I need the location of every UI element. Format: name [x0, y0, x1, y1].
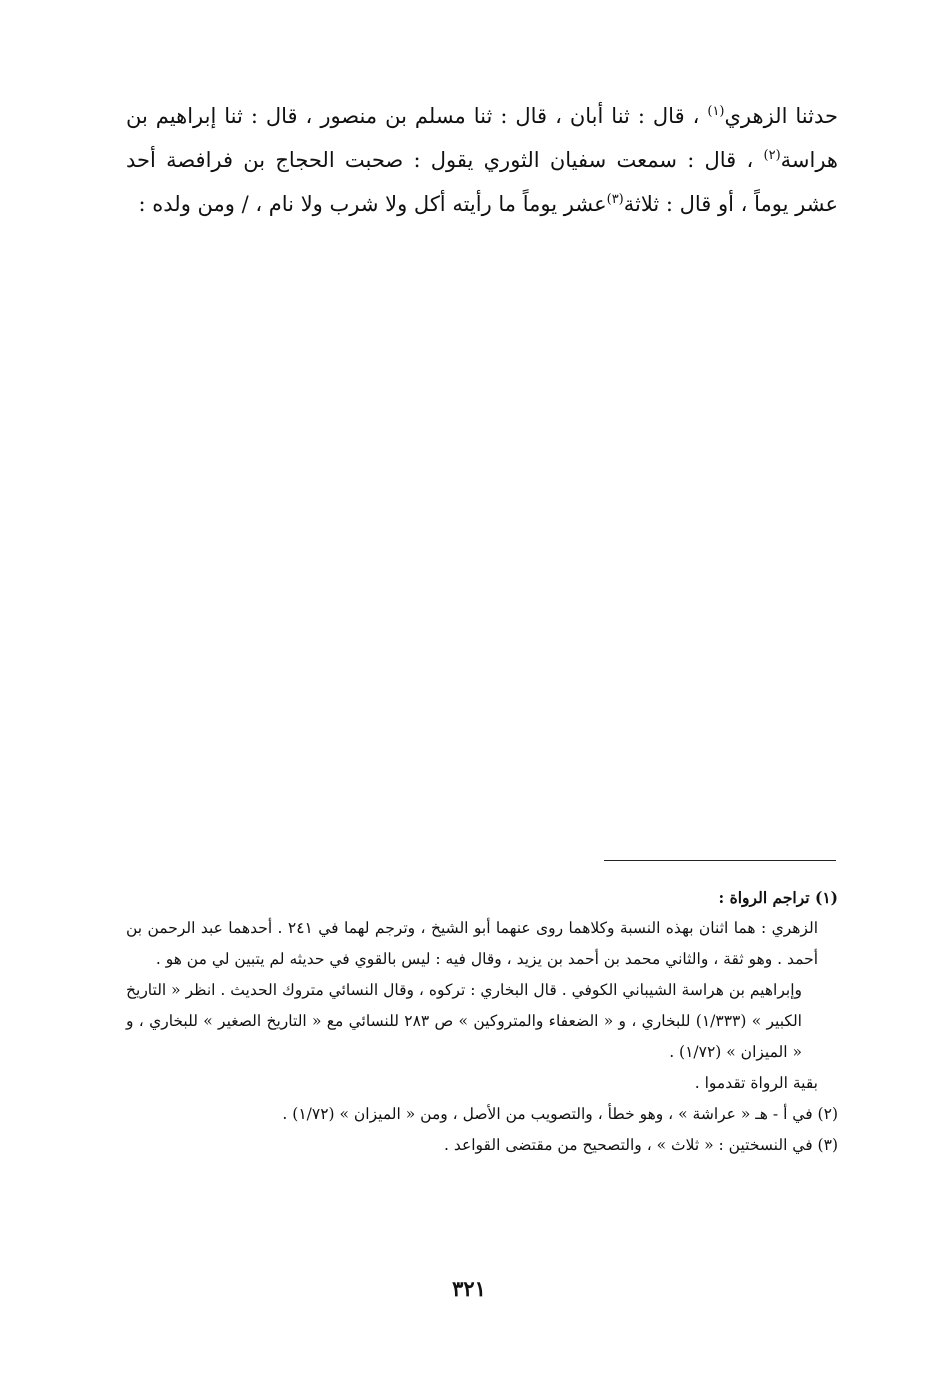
main-text-segment-1: حدثنا الزهري	[724, 104, 838, 128]
footnote-1-ibrahim: وإبراهيم بن هراسة الشيباني الكوفي . قال البخاري : تركوه ، وقال النسائي متروك الحديث . انظر « التاريخ الكبير » (١/٣٣٣) للبخاري ، و « الضعفاء والمتروكين » ص ٢٨٣ للنسائي مع « التاريخ الصغير » للبخاري ، و « الميزان » (١/٧٢) .	[126, 981, 802, 1061]
footnote-ref-2: (٢)	[763, 148, 781, 163]
main-text	[126, 94, 838, 226]
footnote-1-rest: بقية الرواة تقدموا .	[694, 1074, 818, 1092]
footnote-2: (٢) في أ - هـ « عراشة » ، وهو خطأ ، والتصويب من الأصل ، ومن « الميزان » (١/٧٢) .	[282, 1105, 838, 1123]
footnote-1-zuhri: الزهري : هما اثنان بهذه النسبة وكلاهما روى عنهما أبو الشيخ ، وترجم لهما في ٢٤١ . أحدهما عبد الرحمن بن أحمد . وهو ثقة ، والثاني محمد بن أحمد بن يزيد ، وقال فيه : ليس بالقوي في حديثه لم يتبين لي من هو .	[126, 919, 819, 968]
footnote-ref-1: (١)	[707, 104, 725, 119]
main-text-segment-4: عشر يوماً ما رأيته أكل ولا شرب ولا نام ، / ومن ولده :	[138, 192, 607, 216]
footnote-ref-3: (٣)	[606, 192, 624, 207]
footnote-1-heading: (١) تراجم الرواة :	[718, 888, 838, 907]
footnote-3: (٣) في النسختين : « ثلاث » ، والتصحيح من مقتضى القواعد .	[443, 1136, 838, 1154]
main-text-segment-2: ، قال : ثنا أبان ، قال : ثنا مسلم بن منصور ، قال : ثنا إبراهيم بن هراسة	[126, 104, 838, 172]
main-text-segment-3: ، قال : سمعت سفيان الثوري يقول : صحبت الحجاج بن فرافصة أحد عشر يوماً ، أو قال : ثلاثة	[126, 148, 838, 216]
footnote-separator	[604, 860, 836, 861]
page-number: ٣٢١	[452, 1276, 486, 1301]
footnotes	[126, 882, 838, 1161]
